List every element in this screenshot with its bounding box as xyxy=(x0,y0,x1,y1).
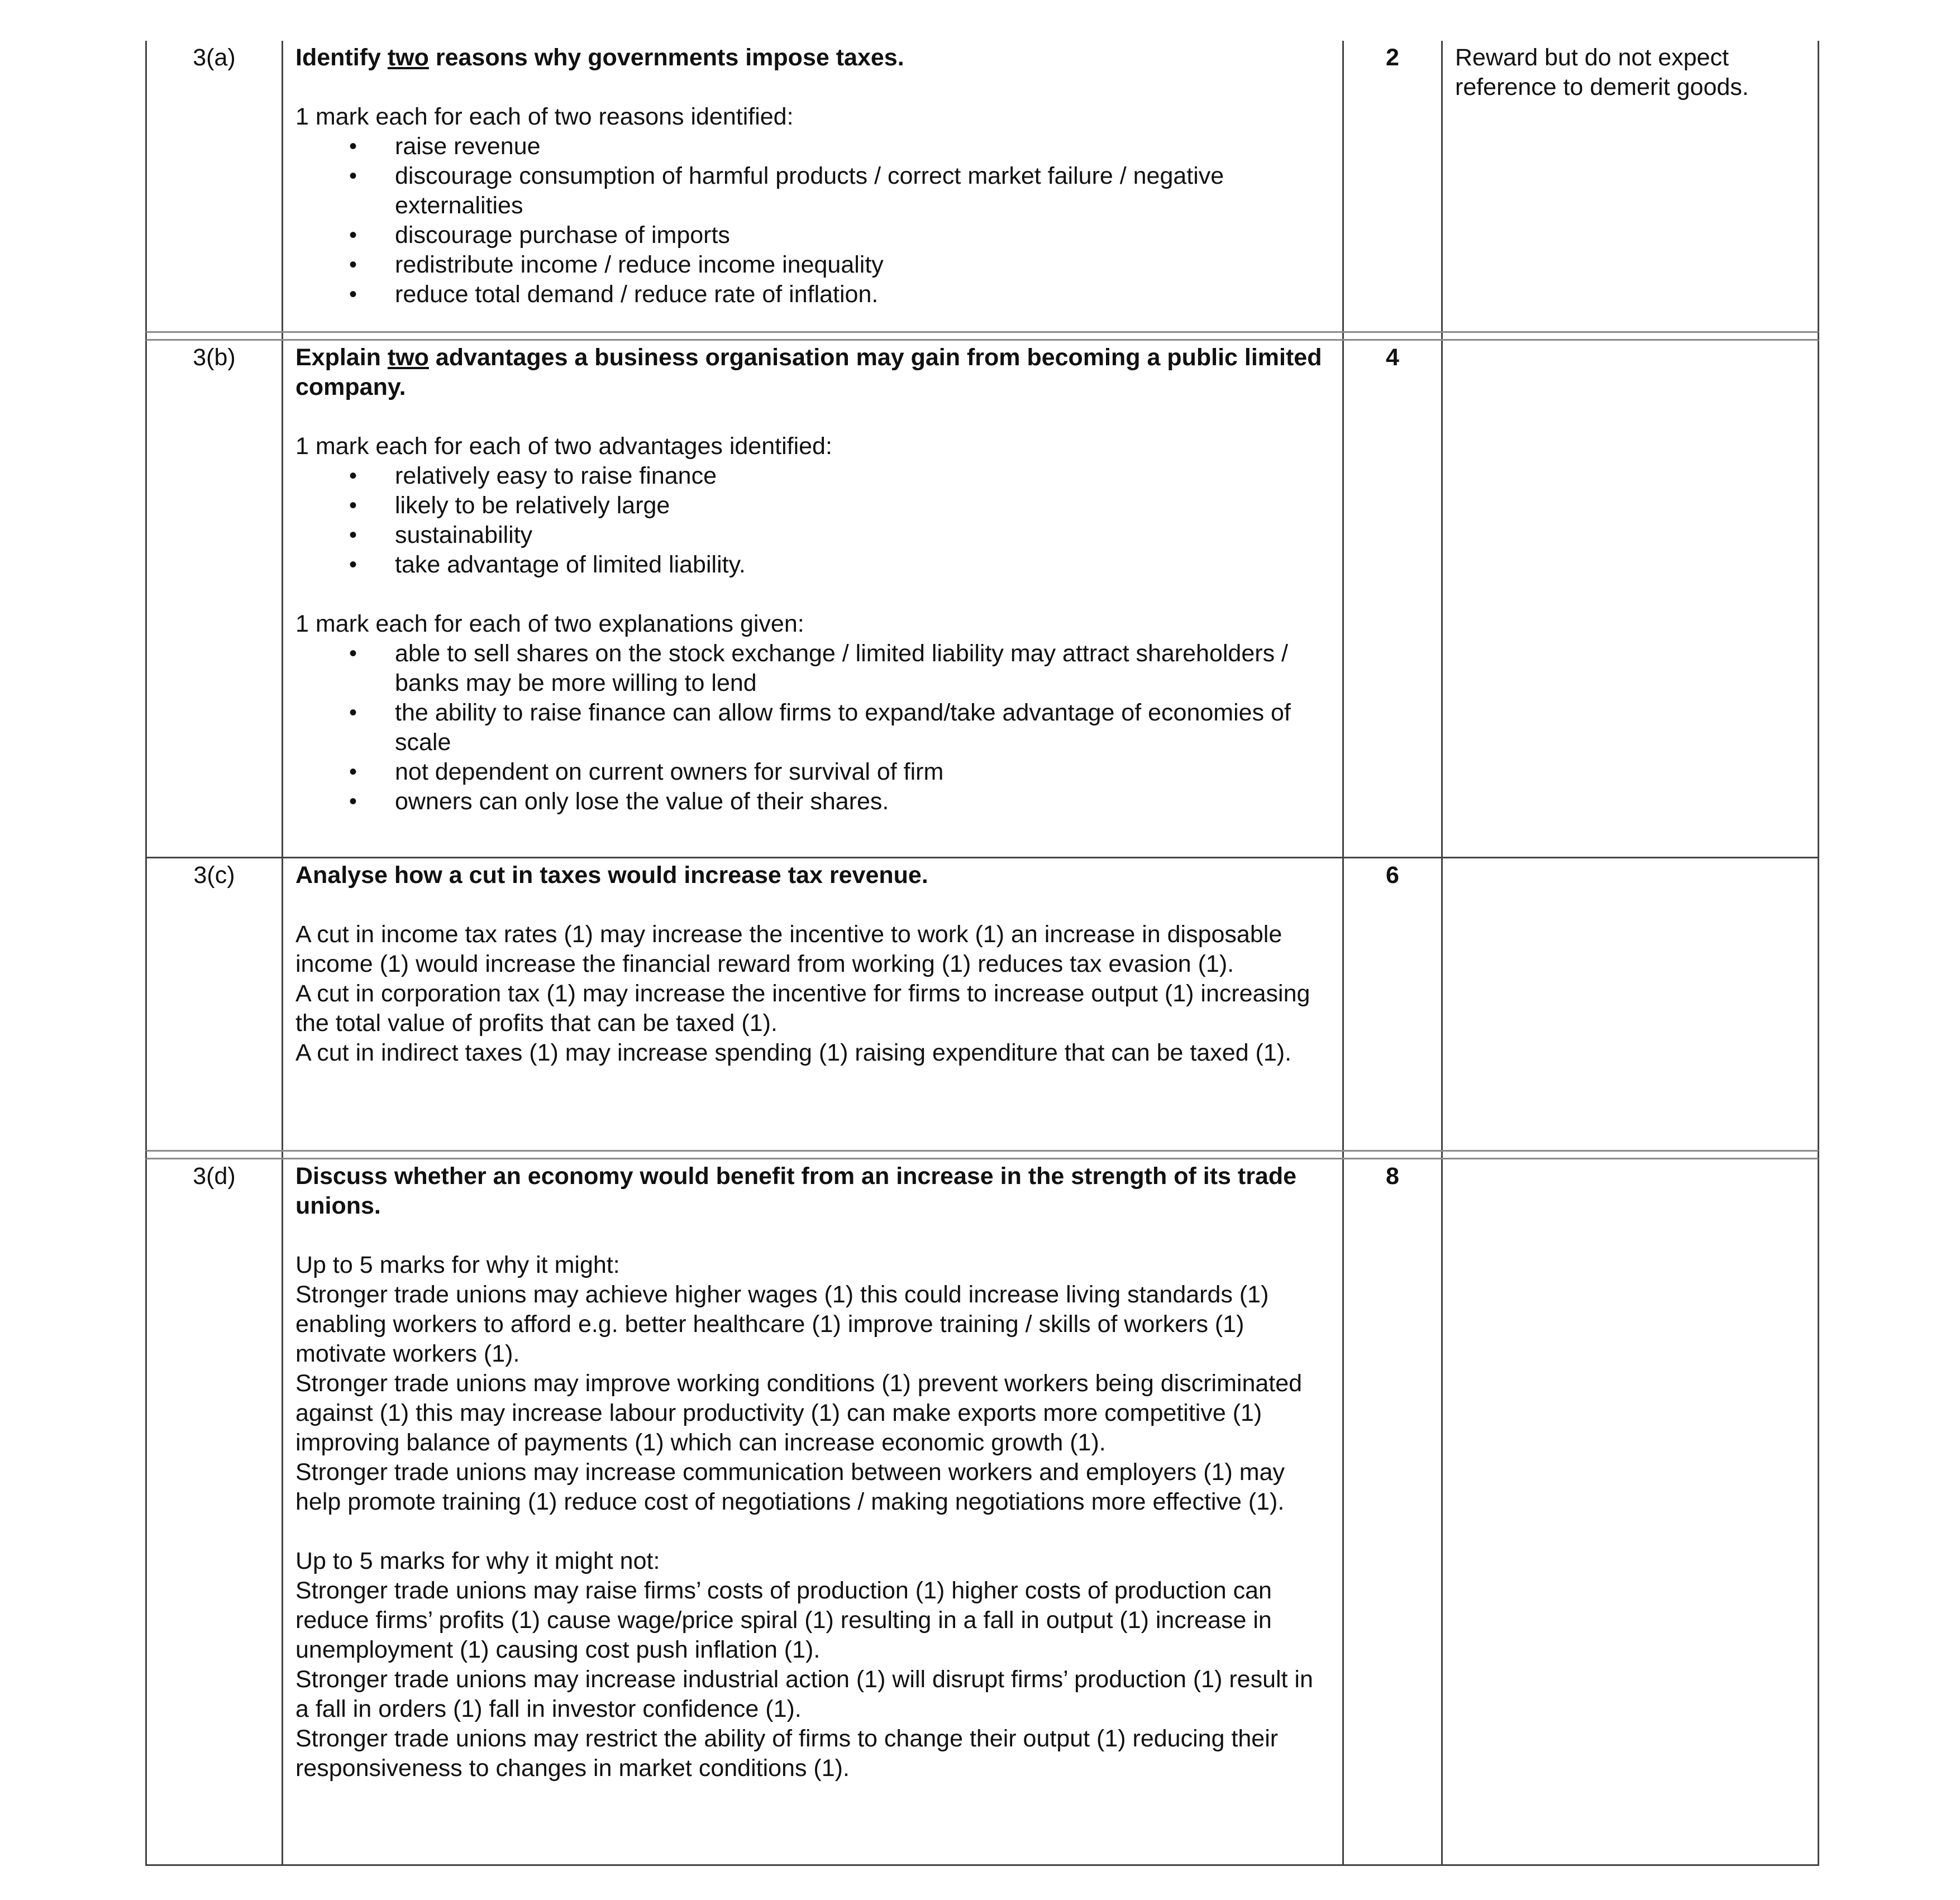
question-text: Identify two reasons why governments impose taxes. xyxy=(295,44,904,71)
answer-paragraph: Stronger trade unions may raise firms’ costs of production (1) higher costs of production can reduce firms’ profits (1) cause wage/price spiral (1) resulting in a fall in output (1) increase in unemployment (1) causing cost push inflation (1). xyxy=(295,1577,1272,1663)
answer-paragraph: A cut in income tax rates (1) may increase the incentive to work (1) an increase in disposable income (1) would increase the financial reward from working (1) reduces tax evasion (1). xyxy=(295,921,1282,977)
mark-lead: 1 mark each for each of two reasons identified: xyxy=(295,103,794,130)
table-row xyxy=(145,1159,1819,1866)
question-text: Discuss whether an economy would benefit from an increase in the strength of its trade unions. xyxy=(295,1163,1297,1219)
answer-paragraph: Stronger trade unions may increase industrial action (1) will disrupt firms’ production (1) result in a fall in orders (1) fall in investor confidence (1). xyxy=(295,1666,1313,1722)
marks-value: 8 xyxy=(1344,1159,1443,1864)
list-item: • raise revenue xyxy=(295,132,1331,161)
guidance-text: Reward but do not expect reference to demerit goods. xyxy=(1455,44,1749,101)
mark-lead: 1 mark each for each of two advantages identified: xyxy=(295,433,832,460)
answer-cell xyxy=(283,1159,1344,1864)
list-item: • redistribute income / reduce income inequality xyxy=(295,250,1331,280)
question-number: 3(d) xyxy=(147,1159,283,1864)
marks-value: 4 xyxy=(1344,341,1443,857)
answer-paragraph: A cut in indirect taxes (1) may increase spending (1) raising expenditure that can be taxed (1). xyxy=(295,1039,1292,1066)
answer-paragraph: Stronger trade unions may improve working conditions (1) prevent workers being discriminated against (1) this may increase labour productivity (1) can make exports more competitive (1) improving balance of payments (1) which can increase economic growth (1). xyxy=(295,1370,1303,1456)
list-item: • reduce total demand / reduce rate of inflation. xyxy=(295,280,1331,309)
marks-value: 6 xyxy=(1344,858,1443,1150)
answer-paragraph: Stronger trade unions may restrict the ability of firms to change their output (1) reducing their responsiveness to changes in market conditions (1). xyxy=(295,1725,1279,1782)
list-item: • likely to be relatively large xyxy=(295,491,1331,521)
answer-paragraph: Stronger trade unions may achieve higher wages (1) this could increase living standards (1) enabling workers to afford e.g. better healthcare (1) improve training / skills of workers (1) motivate workers (1). xyxy=(295,1281,1269,1367)
question-text: Analyse how a cut in taxes would increase tax revenue. xyxy=(295,862,928,889)
list-item: • not dependent on current owners for survival of firm xyxy=(295,757,1331,787)
list-item: • owners can only lose the value of their shares. xyxy=(295,787,1331,817)
list-item: • discourage consumption of harmful products / correct market failure / negative externalities xyxy=(295,161,1331,221)
guidance-text xyxy=(1443,341,1818,857)
answer-paragraph: A cut in corporation tax (1) may increase the incentive for firms to increase output (1) increasing the total value of profits that can be taxed (1). xyxy=(295,980,1310,1037)
guidance-text xyxy=(1443,1159,1818,1864)
list-item: • discourage purchase of imports xyxy=(295,221,1331,250)
table-row xyxy=(145,341,1819,857)
list-item: • relatively easy to raise finance xyxy=(295,461,1331,491)
question-number: 3(c) xyxy=(147,858,283,1150)
section-heading: Up to 5 marks for why it might: xyxy=(295,1252,620,1278)
list-item: • able to sell shares on the stock exchange / limited liability may attract shareholders / banks may be more willing to lend xyxy=(295,639,1331,698)
row-divider xyxy=(145,1150,1819,1159)
list-item: • take advantage of limited liability. xyxy=(295,550,1331,580)
table-row xyxy=(145,857,1819,1150)
question-text: Explain two advantages a business organisation may gain from becoming a public limited company. xyxy=(295,344,1322,400)
question-number: 3(b) xyxy=(147,341,283,857)
bullet-list xyxy=(295,461,1331,580)
question-number: 3(a) xyxy=(147,41,283,331)
bullet-list xyxy=(295,639,1331,817)
section-heading: Up to 5 marks for why it might not: xyxy=(295,1548,660,1574)
list-item: • sustainability xyxy=(295,521,1331,550)
answer-cell xyxy=(283,858,1344,1150)
bullet-list xyxy=(295,132,1331,309)
guidance-text xyxy=(1443,858,1818,1150)
answer-paragraph: Stronger trade unions may increase communication between workers and employers (1) may help promote training (1) reduce cost of negotiations / making negotiations more effective (1). xyxy=(295,1459,1285,1515)
answer-cell xyxy=(283,341,1344,857)
marks-value: 2 xyxy=(1344,41,1443,331)
list-item: • the ability to raise finance can allow firms to expand/take advantage of economies of scale xyxy=(295,698,1331,757)
answer-cell xyxy=(283,41,1344,331)
mark-scheme-table xyxy=(145,41,1819,1866)
table-row xyxy=(145,41,1819,331)
row-divider xyxy=(145,331,1819,341)
mark-lead: 1 mark each for each of two explanations given: xyxy=(295,610,804,637)
